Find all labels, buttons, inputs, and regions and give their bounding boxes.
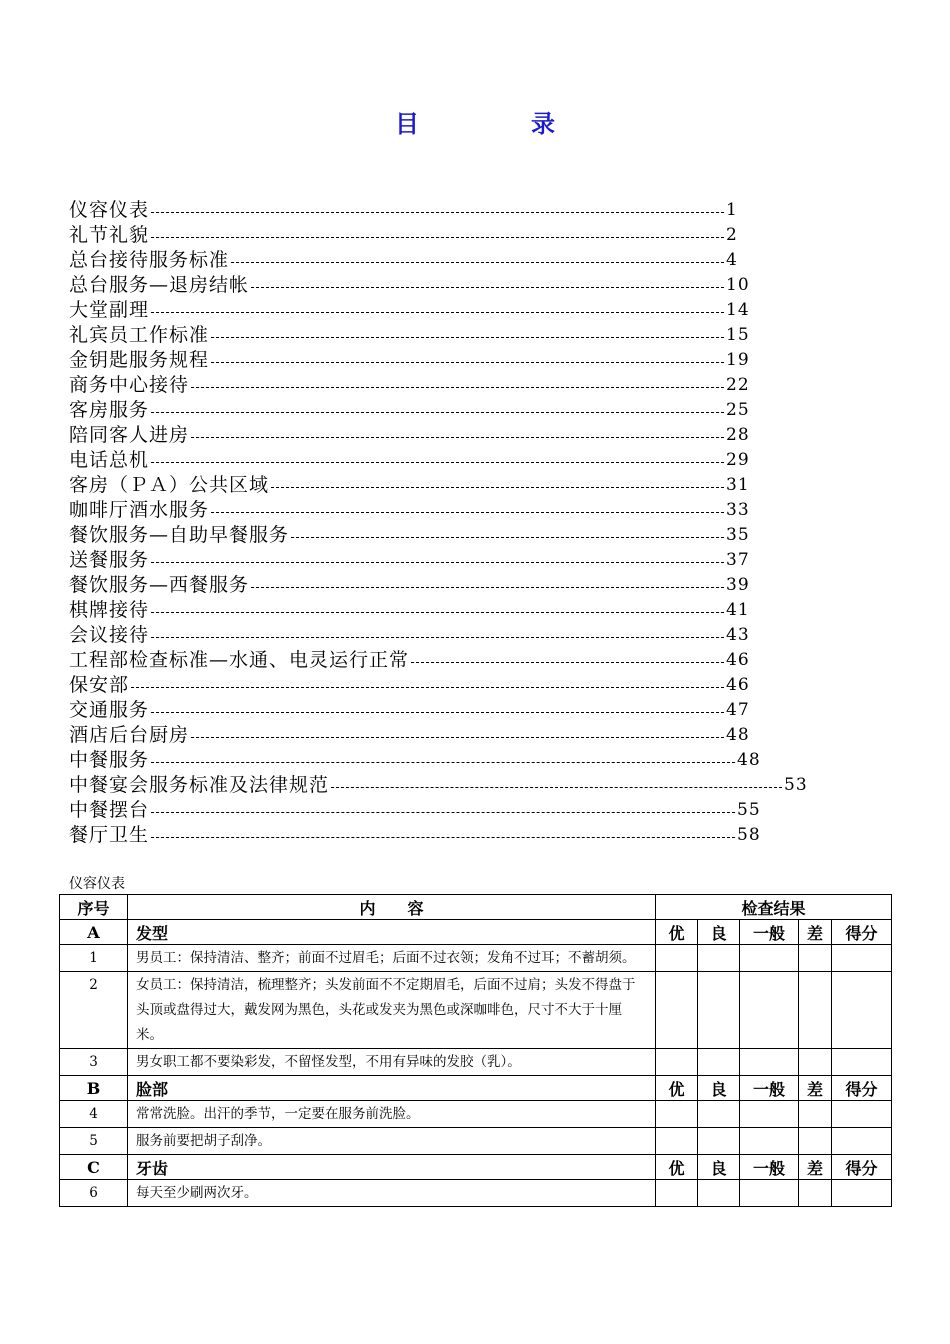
toc-entry[interactable] bbox=[69, 573, 829, 598]
toc-entry[interactable] bbox=[69, 248, 829, 273]
score-points-cell[interactable] bbox=[832, 1128, 892, 1155]
score-good-cell[interactable] bbox=[698, 972, 740, 1049]
table-row bbox=[60, 1180, 892, 1207]
toc-entry[interactable] bbox=[69, 723, 829, 748]
score-excellent-cell[interactable] bbox=[656, 945, 698, 972]
toc-entry-page: 46 bbox=[726, 675, 750, 695]
toc-entry-label: 总台接待服务标准 bbox=[69, 249, 230, 271]
toc-entry[interactable] bbox=[69, 798, 829, 823]
toc-entry[interactable] bbox=[69, 473, 829, 498]
toc-entry[interactable] bbox=[69, 673, 829, 698]
toc-entry[interactable] bbox=[69, 548, 829, 573]
section-row bbox=[60, 920, 892, 945]
toc-entry-page: 4 bbox=[726, 250, 738, 270]
toc-entry[interactable] bbox=[69, 398, 829, 423]
toc-entry[interactable] bbox=[69, 323, 829, 348]
toc-leader-dots bbox=[211, 337, 724, 338]
toc-leader-dots bbox=[411, 662, 724, 663]
table-row bbox=[60, 945, 892, 972]
toc-entry[interactable] bbox=[69, 448, 829, 473]
header-num: 序号 bbox=[60, 895, 128, 920]
score-excellent-cell[interactable] bbox=[656, 1101, 698, 1128]
toc-entry-page: 35 bbox=[726, 525, 750, 545]
toc-entry-label: 送餐服务 bbox=[69, 549, 150, 571]
score-poor-header: 差 bbox=[799, 1155, 832, 1180]
toc-entry[interactable] bbox=[69, 823, 829, 848]
toc-leader-dots bbox=[191, 387, 724, 388]
toc-leader-dots bbox=[151, 762, 735, 763]
toc-leader-dots bbox=[291, 537, 724, 538]
toc-leader-dots bbox=[331, 787, 782, 788]
toc-leader-dots bbox=[151, 612, 724, 613]
item-text: 女员工：保持清洁，梳理整齐；头发前面不不定期眉毛，后面不过肩；头发不得盘于头顶或盘得过大，戴发网为黑色，头花或发夹为黑色或深咖啡色，尺寸不大于十厘米。 bbox=[128, 972, 656, 1049]
section-caption: 仪容仪表 bbox=[69, 876, 125, 892]
item-text: 常常洗脸。出汗的季节，一定要在服务前洗脸。 bbox=[128, 1101, 656, 1128]
score-excellent-cell[interactable] bbox=[656, 972, 698, 1049]
toc-leader-dots bbox=[151, 237, 724, 238]
toc-entry-page: 2 bbox=[726, 225, 738, 245]
item-text: 男员工：保持清洁、整齐；前面不过眉毛；后面不过衣领；发角不过耳；不蓄胡须。 bbox=[128, 945, 656, 972]
toc-entry-label: 棋牌接待 bbox=[69, 599, 150, 621]
score-poor-header: 差 bbox=[799, 1076, 832, 1101]
table-header-row bbox=[60, 895, 892, 920]
section-name: 发型 bbox=[128, 920, 656, 945]
score-excellent-cell[interactable] bbox=[656, 1128, 698, 1155]
item-text: 男女职工都不要染彩发，不留怪发型，不用有异味的发胶（乳）。 bbox=[128, 1049, 656, 1076]
toc-entry-label: 中餐摆台 bbox=[69, 799, 150, 821]
toc-entry-label: 金钥匙服务规程 bbox=[69, 349, 210, 371]
score-average-header: 一般 bbox=[740, 1155, 799, 1180]
toc-leader-dots bbox=[151, 312, 724, 313]
toc-entry-label: 咖啡厅酒水服务 bbox=[69, 499, 210, 521]
score-points-cell[interactable] bbox=[832, 1049, 892, 1076]
toc-entry-page: 22 bbox=[726, 375, 750, 395]
item-number: 5 bbox=[60, 1128, 128, 1155]
toc-title: 目 录 bbox=[395, 110, 599, 138]
toc-entry-label: 客房（ＰＡ）公共区域 bbox=[69, 474, 270, 496]
toc-entry-label: 大堂副理 bbox=[69, 299, 150, 321]
toc-entry-page: 14 bbox=[726, 300, 750, 320]
table-of-contents bbox=[69, 198, 829, 848]
toc-entry[interactable] bbox=[69, 748, 829, 773]
toc-entry-page: 58 bbox=[737, 825, 761, 845]
section-row bbox=[60, 1155, 892, 1180]
toc-leader-dots bbox=[271, 487, 724, 488]
score-average-cell[interactable] bbox=[740, 1049, 799, 1076]
score-good-cell[interactable] bbox=[698, 1180, 740, 1207]
toc-leader-dots bbox=[231, 262, 724, 263]
score-excellent-cell[interactable] bbox=[656, 1049, 698, 1076]
toc-entry-label: 餐饮服务—西餐服务 bbox=[69, 574, 250, 596]
header-content: 内 容 bbox=[128, 895, 656, 920]
toc-entry-page: 55 bbox=[737, 800, 761, 820]
section-name: 脸部 bbox=[128, 1076, 656, 1101]
toc-entry[interactable] bbox=[69, 523, 829, 548]
toc-leader-dots bbox=[151, 812, 735, 813]
item-text: 每天至少刷两次牙。 bbox=[128, 1180, 656, 1207]
toc-entry[interactable] bbox=[69, 373, 829, 398]
toc-entry-label: 电话总机 bbox=[69, 449, 150, 471]
toc-entry-label: 工程部检查标准—水通、电灵运行正常 bbox=[69, 649, 410, 671]
toc-entry-label: 中餐服务 bbox=[69, 749, 150, 771]
toc-entry-page: 25 bbox=[726, 400, 750, 420]
score-good-header: 良 bbox=[698, 1076, 740, 1101]
toc-entry[interactable] bbox=[69, 598, 829, 623]
toc-entry-page: 29 bbox=[726, 450, 750, 470]
item-number: 3 bbox=[60, 1049, 128, 1076]
toc-entry[interactable] bbox=[69, 498, 829, 523]
toc-leader-dots bbox=[131, 687, 724, 688]
toc-entry-label: 礼宾员工作标准 bbox=[69, 324, 210, 346]
toc-entry-label: 礼节礼貌 bbox=[69, 224, 150, 246]
score-points-cell[interactable] bbox=[832, 945, 892, 972]
toc-entry-label: 酒店后台厨房 bbox=[69, 724, 190, 746]
toc-leader-dots bbox=[151, 637, 724, 638]
score-poor-cell[interactable] bbox=[799, 1049, 832, 1076]
toc-leader-dots bbox=[251, 587, 724, 588]
score-excellent-cell[interactable] bbox=[656, 1180, 698, 1207]
section-letter: B bbox=[60, 1076, 128, 1101]
score-average-cell[interactable] bbox=[740, 1128, 799, 1155]
toc-entry-label: 商务中心接待 bbox=[69, 374, 190, 396]
item-number: 1 bbox=[60, 945, 128, 972]
inspection-table bbox=[59, 894, 892, 1207]
toc-entry-page: 39 bbox=[726, 575, 750, 595]
toc-leader-dots bbox=[191, 437, 724, 438]
item-number: 6 bbox=[60, 1180, 128, 1207]
toc-entry-page: 37 bbox=[726, 550, 750, 570]
toc-entry-page: 46 bbox=[726, 650, 750, 670]
toc-entry[interactable] bbox=[69, 648, 829, 673]
score-excellent-header: 优 bbox=[656, 920, 698, 945]
table-row bbox=[60, 1128, 892, 1155]
toc-entry-page: 47 bbox=[726, 700, 750, 720]
toc-entry-label: 餐厅卫生 bbox=[69, 824, 150, 846]
score-average-cell[interactable] bbox=[740, 1101, 799, 1128]
toc-leader-dots bbox=[151, 412, 724, 413]
score-points-cell[interactable] bbox=[832, 1180, 892, 1207]
toc-entry-page: 28 bbox=[726, 425, 750, 445]
toc-leader-dots bbox=[151, 212, 724, 213]
toc-entry-page: 15 bbox=[726, 325, 750, 345]
toc-leader-dots bbox=[211, 362, 724, 363]
header-result: 检查结果 bbox=[656, 895, 892, 920]
toc-entry-page: 43 bbox=[726, 625, 750, 645]
toc-entry-page: 41 bbox=[726, 600, 750, 620]
section-row bbox=[60, 1076, 892, 1101]
score-average-cell[interactable] bbox=[740, 1180, 799, 1207]
score-excellent-header: 优 bbox=[656, 1155, 698, 1180]
toc-entry-label: 仪容仪表 bbox=[69, 199, 150, 221]
toc-entry-label: 中餐宴会服务标准及法律规范 bbox=[69, 774, 330, 796]
item-text: 服务前要把胡子刮净。 bbox=[128, 1128, 656, 1155]
section-name: 牙齿 bbox=[128, 1155, 656, 1180]
toc-entry-label: 客房服务 bbox=[69, 399, 150, 421]
toc-leader-dots bbox=[191, 737, 724, 738]
item-number: 4 bbox=[60, 1101, 128, 1128]
score-points-cell[interactable] bbox=[832, 972, 892, 1049]
toc-entry-label: 总台服务—退房结帐 bbox=[69, 274, 250, 296]
toc-entry[interactable] bbox=[69, 423, 829, 448]
score-points-header: 得分 bbox=[832, 920, 892, 945]
toc-leader-dots bbox=[251, 287, 724, 288]
score-good-cell[interactable] bbox=[698, 1128, 740, 1155]
score-good-header: 良 bbox=[698, 920, 740, 945]
toc-entry-label: 交通服务 bbox=[69, 699, 150, 721]
score-average-cell[interactable] bbox=[740, 972, 799, 1049]
toc-entry-page: 33 bbox=[726, 500, 750, 520]
table-row bbox=[60, 972, 892, 1049]
toc-entry-page: 48 bbox=[737, 750, 761, 770]
score-poor-cell[interactable] bbox=[799, 1128, 832, 1155]
table-row bbox=[60, 1101, 892, 1128]
score-points-cell[interactable] bbox=[832, 1101, 892, 1128]
toc-entry[interactable] bbox=[69, 623, 829, 648]
score-poor-cell[interactable] bbox=[799, 945, 832, 972]
toc-entry-page: 19 bbox=[726, 350, 750, 370]
score-good-cell[interactable] bbox=[698, 1101, 740, 1128]
score-poor-cell[interactable] bbox=[799, 972, 832, 1049]
toc-entry-label: 会议接待 bbox=[69, 624, 150, 646]
toc-entry-page: 1 bbox=[726, 200, 738, 220]
toc-leader-dots bbox=[151, 712, 724, 713]
toc-entry[interactable] bbox=[69, 773, 829, 798]
toc-entry[interactable] bbox=[69, 298, 829, 323]
section-letter: A bbox=[60, 920, 128, 945]
table-row bbox=[60, 1049, 892, 1076]
score-poor-cell[interactable] bbox=[799, 1180, 832, 1207]
toc-entry-label: 保安部 bbox=[69, 674, 130, 696]
toc-entry[interactable] bbox=[69, 698, 829, 723]
score-points-header: 得分 bbox=[832, 1155, 892, 1180]
score-poor-cell[interactable] bbox=[799, 1101, 832, 1128]
toc-leader-dots bbox=[151, 462, 724, 463]
score-good-cell[interactable] bbox=[698, 945, 740, 972]
score-poor-header: 差 bbox=[799, 920, 832, 945]
score-average-header: 一般 bbox=[740, 1076, 799, 1101]
toc-entry-page: 31 bbox=[726, 475, 750, 495]
toc-leader-dots bbox=[151, 562, 724, 563]
toc-leader-dots bbox=[211, 512, 724, 513]
toc-leader-dots bbox=[151, 837, 735, 838]
toc-entry[interactable] bbox=[69, 348, 829, 373]
toc-entry[interactable] bbox=[69, 273, 829, 298]
toc-entry[interactable] bbox=[69, 198, 829, 223]
score-excellent-header: 优 bbox=[656, 1076, 698, 1101]
toc-entry[interactable] bbox=[69, 223, 829, 248]
score-average-cell[interactable] bbox=[740, 945, 799, 972]
score-average-header: 一般 bbox=[740, 920, 799, 945]
toc-entry-page: 53 bbox=[784, 775, 808, 795]
toc-entry-page: 10 bbox=[726, 275, 750, 295]
toc-entry-label: 餐饮服务—自助早餐服务 bbox=[69, 524, 290, 546]
toc-entry-page: 48 bbox=[726, 725, 750, 745]
item-number: 2 bbox=[60, 972, 128, 1049]
toc-entry-label: 陪同客人进房 bbox=[69, 424, 190, 446]
score-points-header: 得分 bbox=[832, 1076, 892, 1101]
score-good-header: 良 bbox=[698, 1155, 740, 1180]
section-letter: C bbox=[60, 1155, 128, 1180]
score-good-cell[interactable] bbox=[698, 1049, 740, 1076]
